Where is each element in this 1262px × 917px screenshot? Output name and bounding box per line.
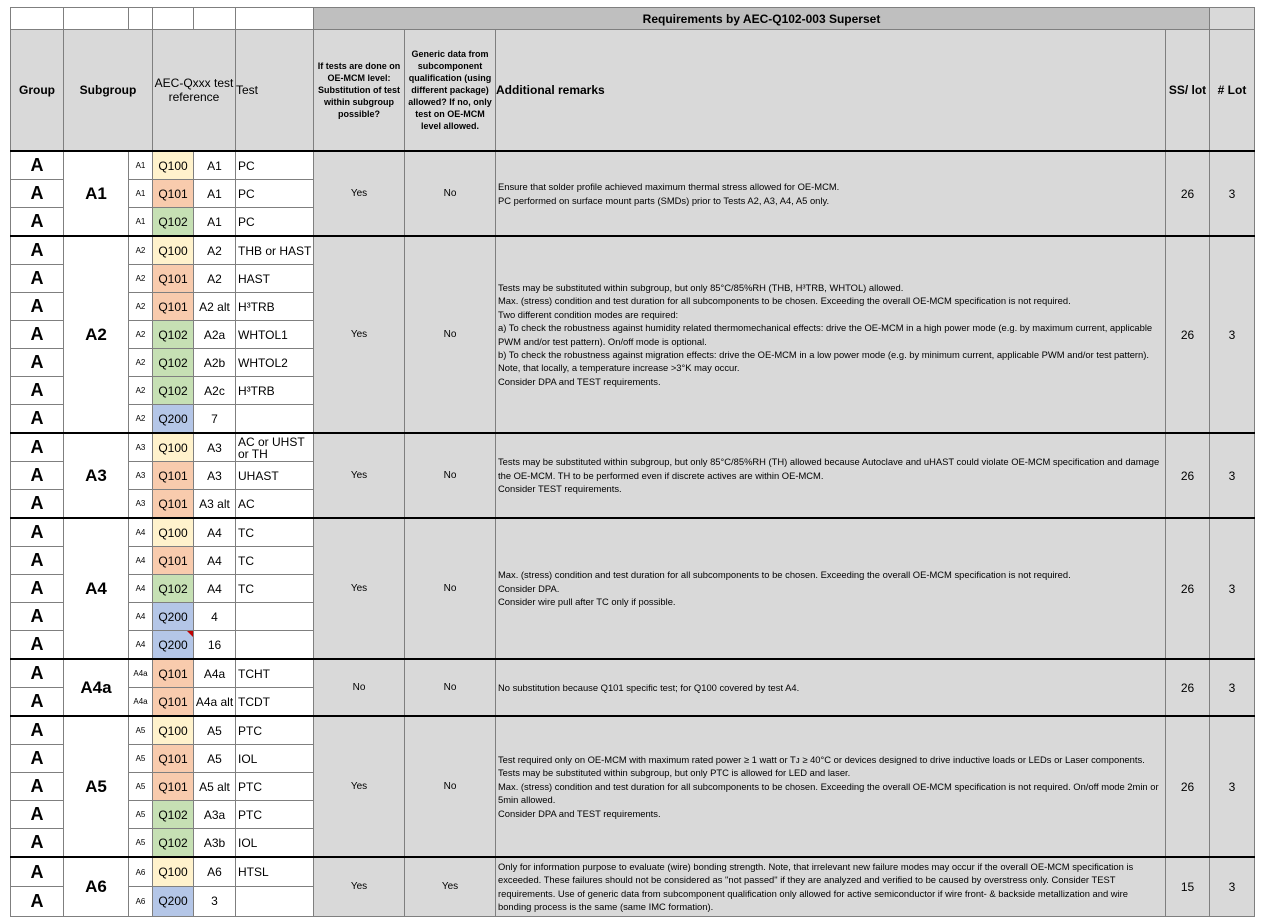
test-cell: PC [236, 180, 314, 208]
group-cell: A [11, 518, 64, 547]
subgroup-tag: A2 [129, 377, 153, 405]
generic-cell: No [405, 716, 496, 857]
header-ss: SS/ lot [1166, 30, 1210, 152]
group-cell: A [11, 659, 64, 688]
table-row [11, 659, 1255, 688]
group-cell: A [11, 801, 64, 829]
reference-cell: 7 [194, 405, 236, 434]
reference-cell: A1 [194, 151, 236, 180]
substitution-cell: Yes [314, 716, 405, 857]
remarks-cell [496, 151, 1166, 236]
test-cell: IOL [236, 829, 314, 858]
qualification-cell: Q101 [153, 293, 194, 321]
group-cell: A [11, 688, 64, 717]
substitution-cell: Yes [314, 236, 405, 433]
test-cell [236, 631, 314, 660]
group-cell: A [11, 745, 64, 773]
substitution-cell: Yes [314, 433, 405, 518]
test-cell: IOL [236, 745, 314, 773]
qualification-cell: Q100 [153, 857, 194, 887]
test-cell: TC [236, 547, 314, 575]
test-cell [236, 887, 314, 916]
substitution-cell: Yes [314, 518, 405, 659]
test-cell: H³TRB [236, 377, 314, 405]
qualification-cell: Q101 [153, 180, 194, 208]
reference-cell: A1 [194, 180, 236, 208]
group-cell: A [11, 236, 64, 265]
subgroup-tag: A4a [129, 688, 153, 717]
lot-cell: 3 [1210, 236, 1255, 433]
reference-cell: A3 [194, 433, 236, 462]
lot-cell: 3 [1210, 659, 1255, 716]
reference-cell: A4a [194, 659, 236, 688]
group-cell: A [11, 433, 64, 462]
reference-cell: A3a [194, 801, 236, 829]
test-cell: AC or UHST or TH [236, 433, 314, 462]
subgroup-cell: A4a [64, 659, 129, 716]
qualification-cell: Q200 [153, 887, 194, 916]
test-cell: PC [236, 151, 314, 180]
test-cell: WHTOL2 [236, 349, 314, 377]
ss-cell: 26 [1166, 518, 1210, 659]
subgroup-tag: A5 [129, 716, 153, 745]
subgroup-tag: A4a [129, 659, 153, 688]
generic-cell: No [405, 433, 496, 518]
lot-cell: 3 [1210, 857, 1255, 916]
header-generic: Generic data from subcomponent qualification (using different package) allowed? If no, only test on OE-MCM level allowed. [405, 30, 496, 152]
group-cell: A [11, 773, 64, 801]
header-subgroup: Subgroup [64, 30, 153, 152]
test-cell: THB or HAST [236, 236, 314, 265]
group-cell: A [11, 180, 64, 208]
lot-cell: 3 [1210, 518, 1255, 659]
reference-cell: A5 alt [194, 773, 236, 801]
ss-cell: 26 [1166, 236, 1210, 433]
header-reference: AEC-Qxxx test reference [153, 30, 236, 152]
reference-cell: A2 [194, 236, 236, 265]
qualification-cell: Q200 [153, 631, 194, 660]
qualification-cell: Q102 [153, 321, 194, 349]
remarks-text: Ensure that solder profile achieved maximum thermal stress allowed for OE-MCM. PC performed on surface mount parts (SMDs) prior to Tests A2, A3, A4, A5 only. [498, 181, 840, 206]
qualification-cell: Q200 [153, 405, 194, 434]
test-cell [236, 603, 314, 631]
group-cell: A [11, 631, 64, 660]
qualification-cell: Q101 [153, 490, 194, 519]
reference-cell: A2 [194, 265, 236, 293]
subgroup-tag: A3 [129, 462, 153, 490]
subgroup-tag: A1 [129, 180, 153, 208]
header-group: Group [11, 30, 64, 152]
test-cell: WHTOL1 [236, 321, 314, 349]
group-cell: A [11, 349, 64, 377]
subgroup-cell: A5 [64, 716, 129, 857]
remarks-text: Tests may be substituted within subgroup, but only 85°C/85%RH (THB, H³TRB, WHTOL) allowed. Max. (stress) condition and test duration for all subcomponents to be chosen. Exceeding the overall OE-MCM specification is not required. Two different condition modes are required: a) To check the robustness against humidity related thermomechanical effects: drive the OE-MCM in a high power mode (e.g. by maximum current, applicable PWM and/or test pattern). On/off mode is optional. b) To check the robustness against migration effects: drive the OE-MCM in a low power mode (e.g. by minimum current, applicable PWM and/or test pattern). Note, that locally, a temperature increase >3°K may occur. Consider DPA and TEST requirements. [498, 281, 1153, 387]
qualification-cell: Q102 [153, 377, 194, 405]
qualification-cell: Q100 [153, 236, 194, 265]
generic-cell: No [405, 236, 496, 433]
group-cell: A [11, 547, 64, 575]
header-test: Test [236, 30, 314, 152]
test-cell: TCDT [236, 688, 314, 717]
generic-cell: Yes [405, 857, 496, 916]
remarks-cell [496, 518, 1166, 659]
test-cell: TC [236, 518, 314, 547]
test-cell: PTC [236, 716, 314, 745]
reference-cell: A1 [194, 208, 236, 237]
qualification-cell: Q102 [153, 829, 194, 858]
subgroup-tag: A5 [129, 829, 153, 858]
group-cell: A [11, 603, 64, 631]
table-title: Requirements by AEC-Q102-003 Superset [314, 8, 1210, 30]
subgroup-tag: A6 [129, 857, 153, 887]
qualification-cell: Q101 [153, 745, 194, 773]
ss-cell: 26 [1166, 151, 1210, 236]
qualification-cell: Q102 [153, 575, 194, 603]
ss-cell: 26 [1166, 659, 1210, 716]
group-cell: A [11, 405, 64, 434]
header-row [11, 30, 1255, 152]
qualification-cell: Q101 [153, 462, 194, 490]
test-cell: H³TRB [236, 293, 314, 321]
test-cell: UHAST [236, 462, 314, 490]
header-remarks: Additional remarks [496, 30, 1166, 152]
test-cell: HTSL [236, 857, 314, 887]
remarks-cell [496, 659, 1166, 716]
subgroup-tag: A2 [129, 349, 153, 377]
qualification-cell: Q102 [153, 208, 194, 237]
group-cell: A [11, 575, 64, 603]
reference-cell: A2c [194, 377, 236, 405]
ss-cell: 26 [1166, 716, 1210, 857]
lot-cell: 3 [1210, 433, 1255, 518]
reference-cell: A3 alt [194, 490, 236, 519]
group-cell: A [11, 829, 64, 858]
subgroup-tag: A4 [129, 575, 153, 603]
reference-cell: A2a [194, 321, 236, 349]
group-cell: A [11, 208, 64, 237]
qualification-cell: Q101 [153, 659, 194, 688]
subgroup-tag: A5 [129, 801, 153, 829]
remarks-cell [496, 716, 1166, 857]
reference-cell: A2b [194, 349, 236, 377]
subgroup-tag: A4 [129, 603, 153, 631]
remarks-cell [496, 236, 1166, 433]
qualification-cell: Q100 [153, 151, 194, 180]
ss-cell: 26 [1166, 433, 1210, 518]
group-cell: A [11, 293, 64, 321]
qualification-cell: Q200 [153, 603, 194, 631]
qualification-cell: Q102 [153, 801, 194, 829]
test-cell: TC [236, 575, 314, 603]
table-row [11, 518, 1255, 547]
header-lot: # Lot [1210, 30, 1255, 152]
table-row [11, 857, 1255, 887]
group-cell: A [11, 377, 64, 405]
reference-cell: A4a alt [194, 688, 236, 717]
subgroup-tag: A6 [129, 887, 153, 916]
qualification-cell: Q101 [153, 773, 194, 801]
reference-cell: A5 [194, 745, 236, 773]
reference-cell: A4 [194, 547, 236, 575]
lot-cell: 3 [1210, 151, 1255, 236]
reference-cell: A3b [194, 829, 236, 858]
remarks-text: Only for information purpose to evaluate (wire) bonding strength. Note, that irrelevant new failure modes may occur if the overall OE-MCM specification is exceeded. These failures should not be considered as "not passed" if they are analyzed and verified to be caused by overstress only. Consider TEST requirements. Use of generic data from subcomponent qualification only allowed for active semiconductor if wire front- & backside metallization and wire bonding process is the same (same IMC formation). [498, 861, 1134, 913]
test-cell: PC [236, 208, 314, 237]
subgroup-tag: A5 [129, 773, 153, 801]
test-cell [236, 405, 314, 434]
remarks-text: No substitution because Q101 specific test; for Q100 covered by test A4. [498, 681, 800, 693]
reference-cell: 4 [194, 603, 236, 631]
test-cell: AC [236, 490, 314, 519]
requirements-table [10, 7, 1255, 917]
subgroup-cell: A1 [64, 151, 129, 236]
qualification-cell: Q100 [153, 518, 194, 547]
reference-cell: A3 [194, 462, 236, 490]
remarks-text: Max. (stress) condition and test duration for all subcomponents to be chosen. Exceeding the overall OE-MCM specification is not required. Consider DPA. Consider wire pull after TC only if possible. [498, 569, 1071, 608]
group-cell: A [11, 490, 64, 519]
subgroup-tag: A2 [129, 265, 153, 293]
subgroup-cell: A4 [64, 518, 129, 659]
subgroup-tag: A1 [129, 151, 153, 180]
substitution-cell: No [314, 659, 405, 716]
generic-cell: No [405, 659, 496, 716]
header-substitution: If tests are done on OE-MCM level: Substitution of test within subgroup possible? [314, 30, 405, 152]
qualification-cell: Q100 [153, 716, 194, 745]
group-cell: A [11, 265, 64, 293]
substitution-cell: Yes [314, 151, 405, 236]
remarks-cell [496, 433, 1166, 518]
test-cell: PTC [236, 773, 314, 801]
subgroup-tag: A4 [129, 631, 153, 660]
group-cell: A [11, 716, 64, 745]
table-row [11, 716, 1255, 745]
subgroup-cell: A2 [64, 236, 129, 433]
test-cell: PTC [236, 801, 314, 829]
qualification-cell: Q101 [153, 688, 194, 717]
group-cell: A [11, 462, 64, 490]
lot-cell: 3 [1210, 716, 1255, 857]
subgroup-tag: A4 [129, 518, 153, 547]
test-cell: TCHT [236, 659, 314, 688]
generic-cell: No [405, 518, 496, 659]
title-row [11, 8, 1255, 30]
subgroup-tag: A1 [129, 208, 153, 237]
subgroup-tag: A2 [129, 405, 153, 434]
reference-cell: 16 [194, 631, 236, 660]
table-row [11, 433, 1255, 462]
subgroup-cell: A3 [64, 433, 129, 518]
reference-cell: A4 [194, 518, 236, 547]
qualification-cell: Q100 [153, 433, 194, 462]
subgroup-cell: A6 [64, 857, 129, 916]
reference-cell: A5 [194, 716, 236, 745]
qualification-cell: Q102 [153, 349, 194, 377]
group-cell: A [11, 887, 64, 916]
group-cell: A [11, 321, 64, 349]
subgroup-tag: A2 [129, 236, 153, 265]
reference-cell: 3 [194, 887, 236, 916]
qualification-cell: Q101 [153, 265, 194, 293]
generic-cell: No [405, 151, 496, 236]
remarks-cell [496, 857, 1166, 916]
qualification-cell: Q101 [153, 547, 194, 575]
table-row [11, 236, 1255, 265]
group-cell: A [11, 857, 64, 887]
subgroup-tag: A2 [129, 293, 153, 321]
test-cell: HAST [236, 265, 314, 293]
table-row [11, 151, 1255, 180]
group-cell: A [11, 151, 64, 180]
reference-cell: A6 [194, 857, 236, 887]
remarks-text: Test required only on OE-MCM with maximum rated power ≥ 1 watt or Tᴊ ≥ 40°C or devices designed to drive inductive loads or LEDs or Laser components. Tests may be substituted within subgroup, but only PTC is allowed for LED and laser. Max. (stress) condition and test duration for all subcomponents to be chosen. Exceeding the overall OE-MCM specification is not required. On/off mode 2min or 5min allowed. Consider DPA and TEST requirements. [498, 753, 1159, 819]
reference-cell: A4 [194, 575, 236, 603]
subgroup-tag: A4 [129, 547, 153, 575]
subgroup-tag: A3 [129, 433, 153, 462]
remarks-text: Tests may be substituted within subgroup, but only 85°C/85%RH (TH) allowed because Autoclave and uHAST could violate OE-MCM specification and damage the OE-MCM. TH to be performed even if discrete actives are within OE-MCM. Consider TEST requirements. [498, 456, 1160, 495]
subgroup-tag: A3 [129, 490, 153, 519]
subgroup-tag: A5 [129, 745, 153, 773]
ss-cell: 15 [1166, 857, 1210, 916]
reference-cell: A2 alt [194, 293, 236, 321]
substitution-cell: Yes [314, 857, 405, 916]
subgroup-tag: A2 [129, 321, 153, 349]
